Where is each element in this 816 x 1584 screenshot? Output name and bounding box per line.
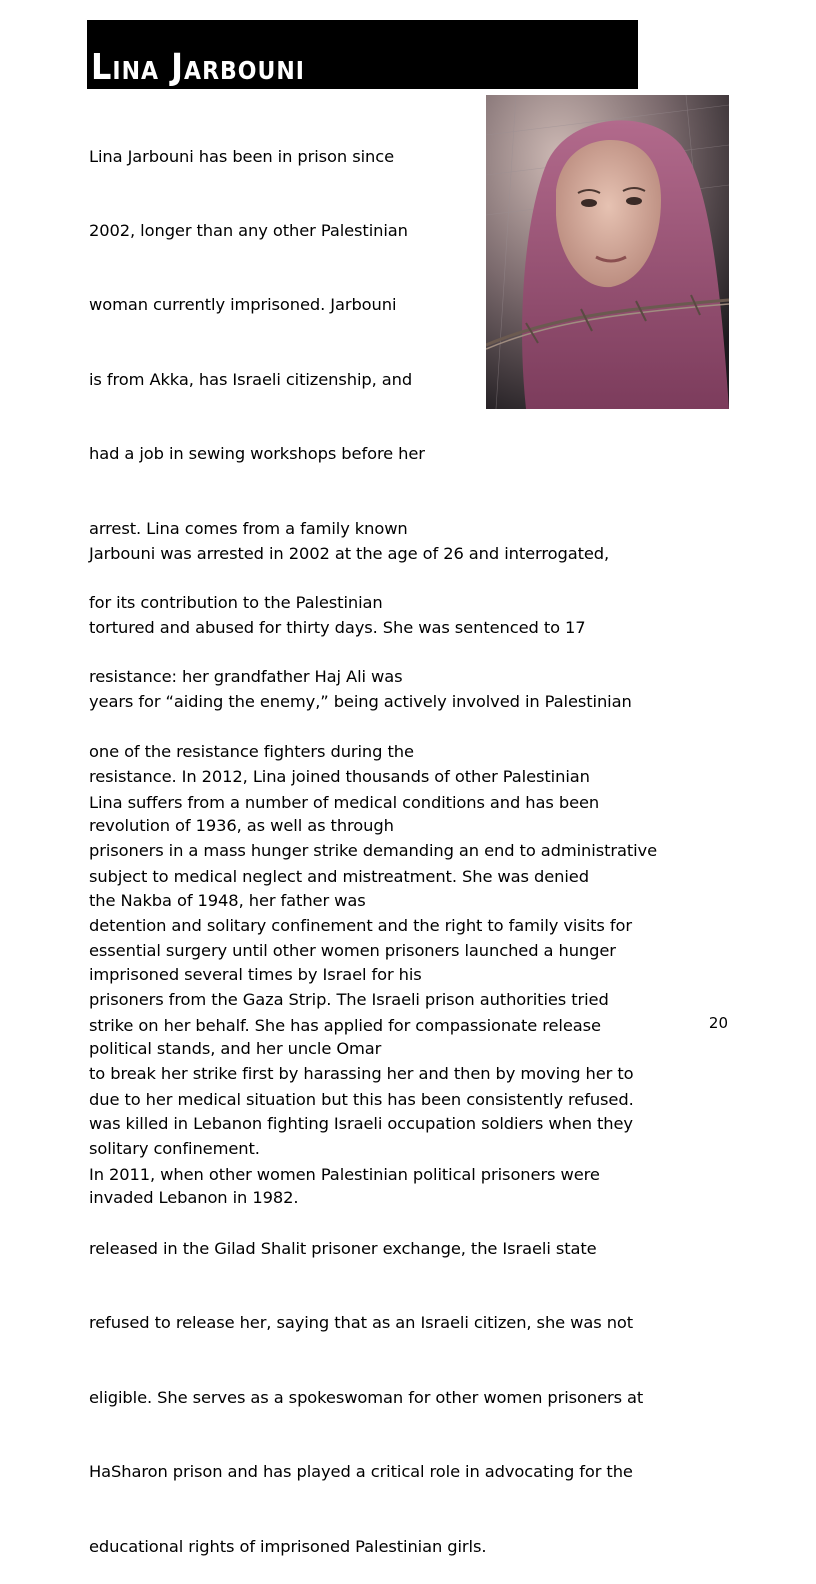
text-line: prisoners in a mass hunger strike demanding an end to administrative <box>89 841 657 861</box>
text-line: solitary confinement. <box>89 1138 260 1158</box>
text-line: strike on her behalf. She has applied for compassionate release <box>89 1015 601 1035</box>
paragraph-3 <box>89 741 729 1584</box>
page-title: Lina Jarbouni <box>91 45 305 89</box>
text-line: imprisoned several times by Israel for his <box>89 964 422 984</box>
text-line: due to her medical situation but this has been consistently refused. <box>89 1090 634 1110</box>
text-line: tortured and abused for thirty days. She was sentenced to 17 <box>89 617 586 637</box>
text-line: one of the resistance fighters during the <box>89 741 414 761</box>
text-line: educational rights of imprisoned Palestinian girls. <box>89 1536 487 1556</box>
text-line: invaded Lebanon in 1982. <box>89 1188 299 1208</box>
text-line: essential surgery until other women prisoners launched a hunger <box>89 941 616 961</box>
text-line: 2002, longer than any other Palestinian <box>89 220 408 240</box>
text-line: detention and solitary confinement and the right to family visits for <box>89 915 632 935</box>
text-line: revolution of 1936, as well as through <box>89 816 394 836</box>
text-line: years for “aiding the enemy,” being actively involved in Palestinian <box>89 692 632 712</box>
text-line: resistance: her grandfather Haj Ali was <box>89 667 403 687</box>
text-line: was killed in Lebanon fighting Israeli occupation soldiers when they <box>89 1113 633 1133</box>
text-line: arrest. Lina comes from a family known <box>89 518 408 538</box>
text-line: HaSharon prison and has played a critical role in advocating for the <box>89 1462 633 1482</box>
text-line: resistance. In 2012, Lina joined thousands of other Palestinian <box>89 766 590 786</box>
text-line: is from Akka, has Israeli citizenship, and <box>89 369 413 389</box>
text-line: prisoners from the Gaza Strip. The Israeli prison authorities tried <box>89 989 609 1009</box>
text-line: eligible. She serves as a spokeswoman for other women prisoners at <box>89 1387 644 1407</box>
text-line: released in the Gilad Shalit prisoner exchange, the Israeli state <box>89 1238 597 1258</box>
text-line: Jarbouni was arrested in 2002 at the age of 26 and interrogated, <box>89 543 610 563</box>
text-line: for its contribution to the Palestinian <box>89 592 383 612</box>
text-line: the Nakba of 1948, her father was <box>89 890 366 910</box>
text-line: Lina Jarbouni has been in prison since <box>89 146 394 166</box>
text-line: refused to release her, saying that as an Israeli citizen, she was not <box>89 1313 634 1333</box>
text-line: woman currently imprisoned. Jarbouni <box>89 295 397 315</box>
page-number: 20 <box>708 1014 728 1032</box>
text-line: political stands, and her uncle Omar <box>89 1039 382 1059</box>
text-line: Lina suffers from a number of medical conditions and has been <box>89 792 600 812</box>
text-line: subject to medical neglect and mistreatment. She was denied <box>89 866 589 886</box>
text-line: In 2011, when other women Palestinian political prisoners were <box>89 1164 600 1184</box>
title-banner <box>87 20 638 89</box>
text-line: to break her strike first by harassing her and then by moving her to <box>89 1064 634 1084</box>
text-line: had a job in sewing workshops before her <box>89 444 425 464</box>
